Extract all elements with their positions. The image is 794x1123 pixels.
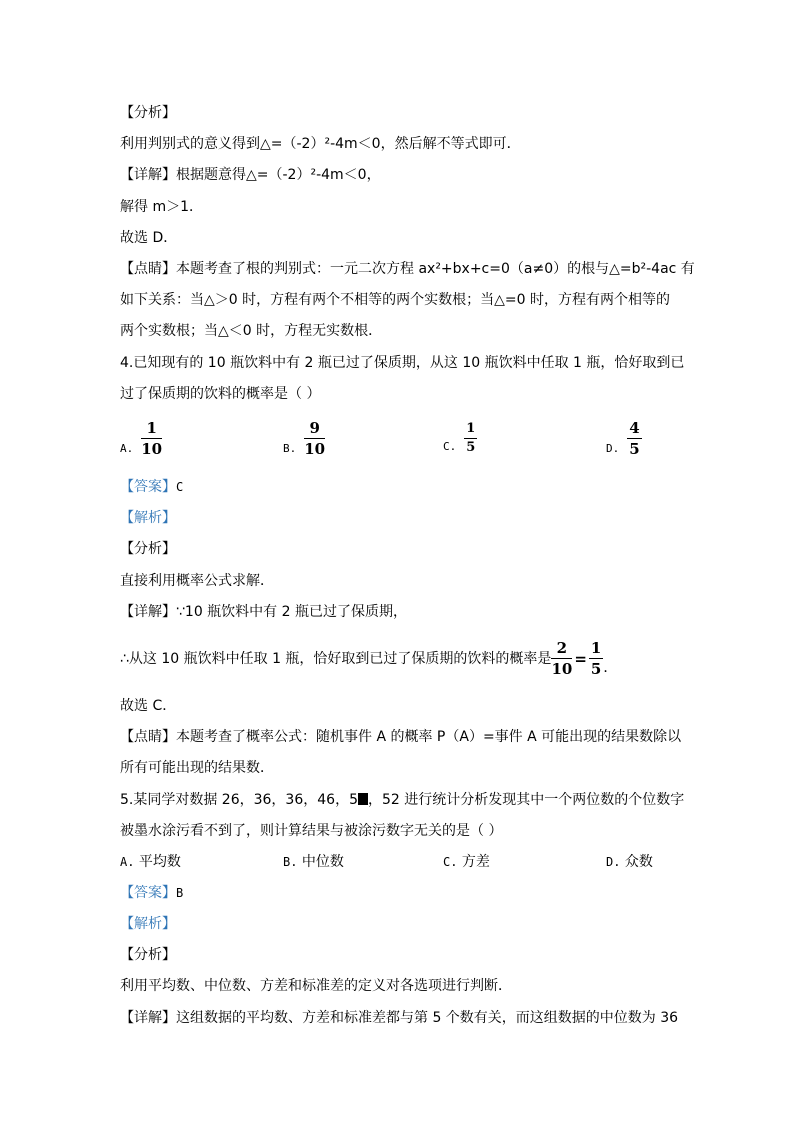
q3-comment-tag: 【点睛】 (120, 261, 176, 277)
q4-analysis-text: 直接利用概率公式求解． (120, 573, 274, 589)
q3-detail (120, 166, 381, 184)
q4-stem-line2: 过了保质期的饮料的概率是（ ） (120, 386, 321, 402)
q4-result-equals: = (574, 649, 587, 668)
q4-therefore (120, 640, 617, 677)
q4-detail (120, 603, 407, 621)
q4-option-d-fraction: $\frac{4}{5}$ (629, 419, 640, 458)
q3-solve-text: 解得 m＞1． (120, 199, 203, 215)
q3-analysis-text: 利用判别式的意义得到△=（-2）²-4m＜0，然后解不等式即可． (120, 136, 521, 152)
q5-stem-line1-a: 5.某同学对数据 26，36，36，46，5 (120, 792, 358, 808)
q4-option-c (443, 422, 477, 455)
ink-blot-icon (358, 793, 368, 805)
q5-detail-tag: 【详解】 (120, 1010, 176, 1026)
q5-stem-line1 (120, 791, 684, 809)
q4-option-c-fraction: $\frac{1}{5}$ (466, 421, 476, 455)
q4-result-fraction-2: $\frac{1}{5}$ (590, 639, 602, 678)
q5-option-d: D. 众数 (606, 854, 653, 870)
q4-detail-text: ∵10 瓶饮料中有 2 瓶已过了保质期， (176, 604, 407, 620)
q4-choose-text: 故选 C． (120, 698, 177, 714)
q3-comment-line1 (120, 260, 695, 278)
q4-analysis-tag: 【分析】 (120, 541, 176, 557)
q5-option-c: C. 方差 (443, 854, 490, 870)
q3-detail-tag: 【详解】 (120, 167, 176, 183)
q4-option-b (283, 420, 325, 457)
q5-answer (120, 884, 183, 902)
q4-answer (120, 478, 183, 496)
q4-jiexi-tag: 【解析】 (120, 510, 176, 526)
q5-analysis-text: 利用平均数、中位数、方差和标准差的定义对各选项进行判断． (120, 978, 512, 994)
q4-stem-line1: 4.已知现有的 10 瓶饮料中有 2 瓶已过了保质期，从这 10 瓶饮料中任取 1 瓶，恰好取到已 (120, 355, 685, 371)
q4-option-b-fraction: $\frac{9}{10}$ (304, 419, 326, 458)
q4-comment-tag: 【点睛】 (120, 729, 176, 745)
q3-comment-line3: 两个实数根；当△＜0 时，方程无实数根． (120, 323, 383, 339)
q4-answer-value: C (176, 480, 184, 494)
q4-answer-tag: 【答案】 (120, 479, 176, 495)
q5-stem-line2: 被墨水涂污看不到了，则计算结果与被涂污数字无关的是（ ） (120, 823, 503, 839)
q4-comment-line1 (120, 728, 681, 746)
q4-comment-text1: 本题考查了概率公式：随机事件 A 的概率 P（A）=事件 A 可能出现的结果数除以 (176, 729, 682, 745)
q4-option-a-fraction: $\frac{1}{10}$ (141, 419, 163, 458)
q5-option-a: A. 平均数 (120, 854, 181, 870)
q4-option-a-label: A. (120, 442, 134, 455)
q4-result-period: ． (603, 660, 618, 676)
q4-option-a (120, 420, 162, 457)
q4-detail-tag: 【详解】 (120, 604, 176, 620)
q5-stem-line1-b: ，52 进行统计分析发现其中一个两位数的个位数字 (367, 792, 685, 808)
q4-option-c-label: C. (443, 440, 457, 453)
q3-detail-text: 根据题意得△=（-2）²-4m＜0， (176, 167, 381, 183)
q3-comment-line2: 如下关系：当△＞0 时，方程有两个不相等的两个实数根；当△=0 时，方程有两个相等的 (120, 292, 670, 308)
q4-option-d (606, 420, 642, 457)
q5-detail (120, 1009, 678, 1027)
q4-comment-line2: 所有可能出现的结果数． (120, 760, 274, 776)
q4-option-b-label: B. (283, 442, 297, 455)
q5-detail-text: 这组数据的平均数、方差和标准差都与第 5 个数有关，而这组数据的中位数为 36 (176, 1010, 679, 1026)
q4-therefore-text: ∴从这 10 瓶饮料中任取 1 瓶，恰好取到已过了保质期的饮料的概率是 (120, 650, 552, 667)
q5-jiexi-tag: 【解析】 (120, 916, 176, 932)
q5-answer-tag: 【答案】 (120, 885, 176, 901)
q4-result-fraction-1: $\frac{2}{10}$ (551, 639, 573, 678)
q4-option-d-label: D. (606, 442, 620, 455)
q5-answer-value: B (176, 886, 184, 900)
q3-choose-text: 故选 D． (120, 230, 178, 246)
q3-analysis-tag: 【分析】 (120, 105, 176, 121)
q5-option-b: B. 中位数 (283, 854, 344, 870)
q3-comment-text1: 本题考查了根的判别式：一元二次方程 ax²+bx+c=0（a≠0）的根与△=b²-4ac 有 (176, 261, 695, 277)
q5-analysis-tag: 【分析】 (120, 947, 176, 963)
